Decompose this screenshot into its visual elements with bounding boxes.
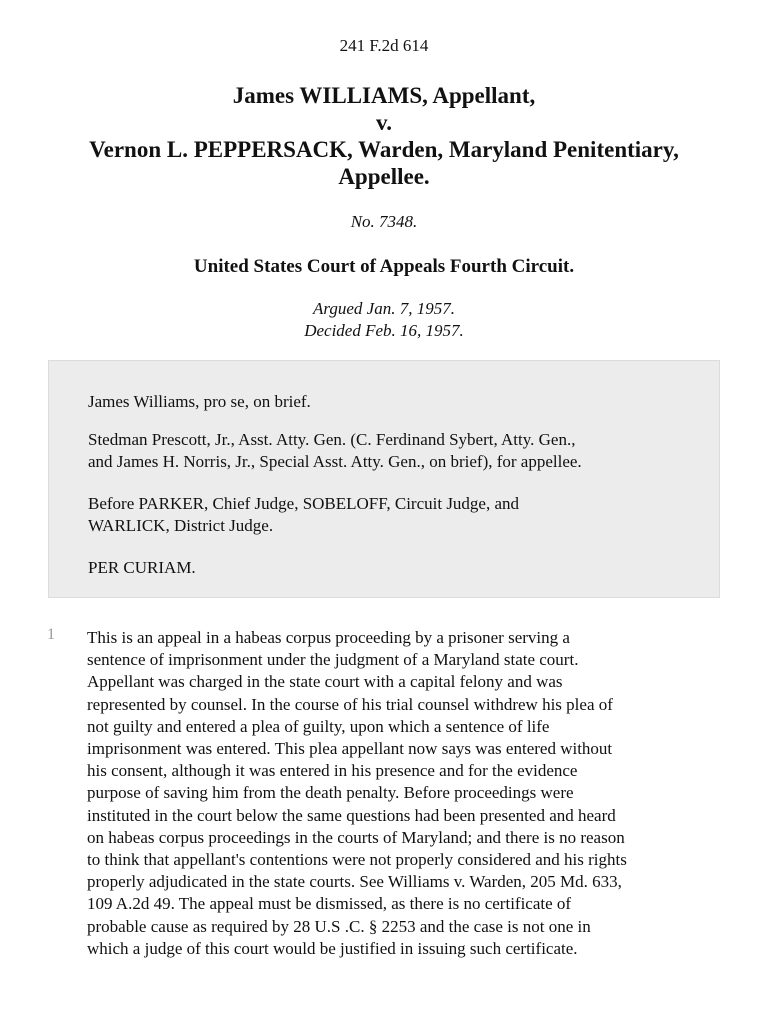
decided-date: Decided Feb. 16, 1957.: [304, 321, 464, 340]
docket-number: No. 7348.: [350, 212, 418, 231]
opinion-line: to think that appellant's contentions were not properly considered and his rights: [87, 850, 627, 870]
per-curiam: [88, 557, 698, 579]
appellee-counsel-line: and James H. Norris, Jr., Special Asst. Atty. Gen., on brief), for appellee.: [88, 452, 582, 471]
bench-line: WARLICK, District Judge.: [88, 516, 274, 535]
opinion-line: purpose of saving him from the death penalty. Before proceedings were: [87, 783, 574, 803]
opinion-line: represented by counsel. In the course of his trial counsel withdrew his plea of: [87, 694, 613, 714]
per-curiam-label: PER CURIAM.: [88, 558, 196, 577]
title-line-appellee-role: Appellee.: [338, 164, 430, 189]
opinion-line: Appellant was charged in the state court with a capital felony and was: [87, 672, 563, 692]
title-line-appellant: James WILLIAMS, Appellant,: [232, 83, 536, 108]
argued-date: Argued Jan. 7, 1957.: [313, 299, 455, 318]
opinion-line: on habeas corpus proceedings in the courts of Maryland; and there is no reason: [87, 827, 625, 847]
opinion-line: 109 A.2d 49. The appeal must be dismissed, as there is no certificate of: [87, 894, 572, 914]
opinion-line: This is an appeal in a habeas corpus proceeding by a prisoner serving a: [87, 628, 570, 647]
case-dates: [0, 298, 768, 342]
appellee-counsel: [88, 429, 698, 473]
court-name: United States Court of Appeals Fourth Circuit.: [193, 256, 575, 277]
title-line-versus: v.: [376, 110, 392, 135]
opinion-paragraph: [87, 627, 737, 960]
appellant-counsel-line: James Williams, pro se, on brief.: [88, 392, 311, 411]
appellee-counsel-line: Stedman Prescott, Jr., Asst. Atty. Gen. (C. Ferdinand Sybert, Atty. Gen.,: [88, 430, 576, 449]
opinion-line: which a judge of this court would be justified in issuing such certificate.: [87, 938, 578, 958]
opinion-line: instituted in the court below the same questions had been presented and heard: [87, 805, 616, 825]
case-title: [40, 82, 728, 190]
opinion-line: not guilty and entered a plea of guilty, upon which a sentence of life: [87, 716, 550, 736]
title-line-appellee-name: Vernon L. PEPPERSACK, Warden, Maryland Penitentiary,: [89, 137, 679, 162]
opinion-line: his consent, although it was entered in his presence and for the evidence: [87, 761, 578, 781]
bench-line: Before PARKER, Chief Judge, SOBELOFF, Circuit Judge, and: [88, 494, 520, 513]
bench-listing: [88, 493, 698, 537]
case-citation: 241 F.2d 614: [339, 36, 429, 55]
opinion-line: probable cause as required by 28 U.S .C. § 2253 and the case is not one in: [87, 916, 591, 936]
paragraph-number: 1: [47, 626, 55, 643]
counsel-box: [48, 360, 720, 598]
opinion-line: imprisonment was entered. This plea appellant now says was entered without: [87, 739, 613, 759]
appellant-counsel: [88, 391, 698, 413]
opinion-line: sentence of imprisonment under the judgment of a Maryland state court.: [87, 650, 579, 670]
opinion-line: properly adjudicated in the state courts. See Williams v. Warden, 205 Md. 633,: [87, 872, 622, 892]
